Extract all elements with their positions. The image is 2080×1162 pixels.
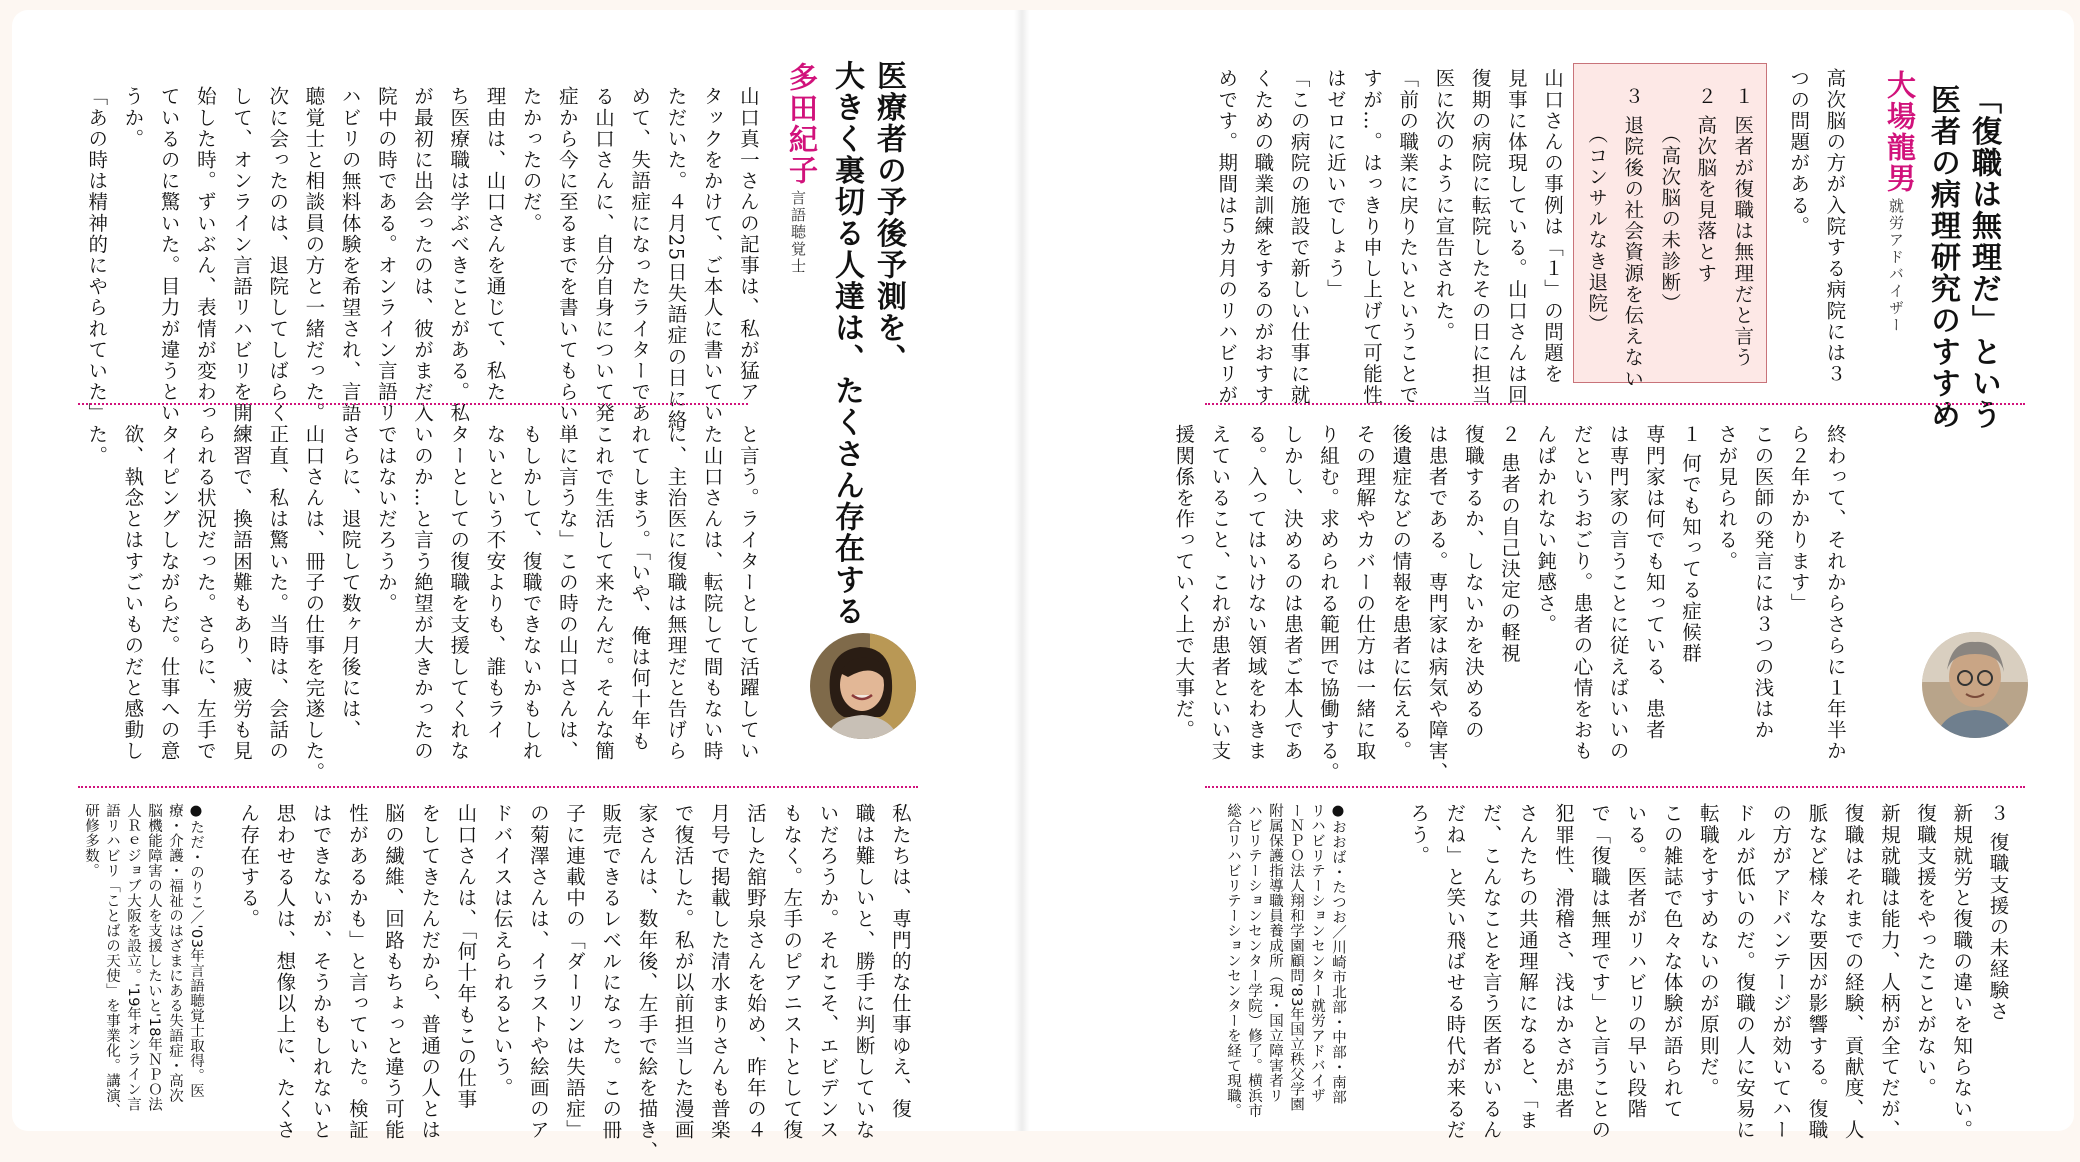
- box-item-3-note: （コンサルなき退院）: [1585, 124, 1609, 335]
- page-gutter: [1014, 10, 1030, 1131]
- left-body-top: 山口真一さんの記事は、私が猛ア タックをかけて、ご本人に書いてい ただいた。４月25日失語症の日に絡 めて、失語症になったライターであ る山口さんに、自分自身について発 症から今に至るまでを書いてもらい たかったのだ。 理由は、山口さんを通じて、私た ち医療職は学ぶべきことがある。私 が最初に出会ったのは、彼がまだ入 院中の時である。オンライン言語リ ハビリの無料体験を希望され、言語 聴覚士と相談員の方と一緒だった。 次に会ったのは、退院してしばらく して、オンライン言語リハビリを開 始した時。ずいぶん、表情が変わっ ているのに驚いた。目力が違うとい うか。 「あの時は精神的にやられていた」: [85, 86, 760, 431]
- tada-portrait-image: [810, 633, 916, 739]
- left-article-title-line2: 大きく裏切る人達は、たくさん存在する: [829, 60, 864, 627]
- left-author-role: 言語聴覚士: [789, 190, 807, 275]
- left-article-title-line1: 医療者の予後予測を、: [871, 60, 906, 375]
- right-body-bottom: ３ 復職支援の未経験さ 新規就労と復職の違いを知らない。 復職支援をやったことがない。 新規就職は能力、人柄が全てだが、 復職はそれまでの経験、貢献度、人 脈など様々な要因が影響する。復職 の方がアドバンテージが効いてハー ドルが低いのだ。復職の人に安易に 転職をすすめないのが原則だ。 この雑誌で色々な体験が語られて いる。医者がリハビリの早い段階 で「復職は無理です」と言うことの 犯罪性、滑稽さ、浅はかさが患者 さんたちの共通理解になると、「ま だ、こんなことを言う医者がいるん だね」と笑い飛ばせる時代が来るだ ろう。: [1407, 803, 2010, 1141]
- right-author-bio: ●おおば・たつお／川崎市北部・中部・南部 リハビリテーションセンター就労アドバイザ ーＮＰＯ法人翔和学園顧問'83年国立秩父学園 附属保護指導職員養成所（現・国立障害者リ ハビリテーションセンター学院）修了。横浜市 総合リハビリテーションセンターを経て現職。: [1225, 803, 1346, 1118]
- right-body-top-a: 高次脳の方が入院する病院には３ つの問題がある。: [1787, 68, 1847, 385]
- box-item-2-note: （高次脳の未診断）: [1658, 124, 1682, 314]
- tada-portrait: [810, 633, 916, 739]
- right-divider-2: [1205, 786, 2025, 788]
- box-item-3: ３ 退院後の社会資源を伝えない: [1621, 86, 1645, 390]
- oba-portrait: [1922, 632, 2028, 738]
- left-body-bottom: 私たちは、専門的な仕事ゆえ、復 職は難しいと、勝手に判断していな いだろうか。それこそ、エビデンス もなく。左手のピアニストとして復 活した舘野泉さんを始め、昨年の４ 月号で掲載した清水まりさんも普楽 で復活した。私が以前担当した漫画 家さんは、数年後、左手で絵を描き、 販売できるレベルになった。この冊 子に連載中の「ダーリンは失語症」 の菊澤さんは、イラストや絵画のア ドバイスは伝えられるという。 山口さんは、「何十年もこの仕事 をしてきたんだから、普通の人とは 脳の繊維、回路もちょっと違う可能 性があるかも」と言っていた。検証 はできないが、そうかもしれないと 思わせる人は、想像以上に、たくさ ん存在する。: [237, 803, 912, 1162]
- left-author-bio: ●ただ・のりこ／'03年言語聴覚士取得。医 療・介護・福祉のはざまにある失語症・高次 脳機能障害の人を支援したいと'18年ＮＰＯ法 人Ｒｅジョブ大阪を設立。'19年オンライン言 語リハビリ「ことばの天使」を事業化。講演、 研修多数。: [83, 803, 204, 1118]
- key-points-box: [1573, 63, 1767, 390]
- left-divider-2: [78, 786, 918, 788]
- box-item-2: ２ 高次脳を見落とす: [1694, 86, 1718, 284]
- left-divider-1: [78, 403, 748, 405]
- right-author-name: 大場龍男: [1883, 70, 1917, 194]
- left-author-name: 多田紀子: [785, 62, 819, 186]
- box-item-1: １ 医者が復職は無理だと言う: [1731, 86, 1755, 369]
- right-article-title-line1: 「復職は無理だ」という: [1966, 84, 2001, 431]
- oba-portrait-image: [1922, 632, 2028, 738]
- right-divider-1: [1205, 403, 2025, 405]
- right-body-top-b: 山口さんの事例は「１」の問題を 見事に体現している。山口さんは回 復期の病院に転院したその日に担当 医に次のように宣告された。 「前の職業に戻りたいということで すが…。はっきり申し上げて可能性 はゼロに近いでしょう」 「この病院の施設で新しい仕事に就 くための職業訓練をするのがおすす めです。期間は５カ月のリハビリが: [1215, 68, 1565, 406]
- right-article-title-line2: 医者の病理研究のすすめ: [1925, 84, 1960, 431]
- right-author-role: 就労アドバイザー: [1887, 198, 1905, 334]
- left-body-middle: と言う。ライターとして活躍してい た山口さんは、転院して間もない時 に、主治医に復職は無理だと告げら れてしまう。「いや、俺は何十年も これで生活して来たんだ。そんな簡 単に言うな」この時の山口さんは、 もしかして、復職できないかもしれ ないという不安よりも、誰もライ ターとしての復職を支援してくれな いのか…と言う絶望が大きかったの ではないだろうか。 さらに、退院して数ヶ月後には、 山口さんは、冊子の仕事を完遂した。 正直、私は驚いた。当時は、会話の 練習で、換語困難もあり、疲労も見 られる状況だった。さらに、左手で タイピングしながらだ。仕事への意 欲、執念とはすごいものだと感動し た。: [85, 424, 760, 783]
- right-body-middle: 終わって、それからさらに１年半か ら２年かかります」 この医師の発言には３つの浅はか さが見られる。 １ 何でも知ってる症候群 専門家は何でも知っている、患者 は専門家の言うことに従えばいいの だというおごり。患者の心情をおも んぱかれない鈍感さ。 ２ 患者の自己決定の軽視 復職するか、しないかを決めるの は患者である。専門家は病気や障害、 後遺症などの情報を患者に伝える。 その理解やカバーの仕方は一緒に取 り組む。求められる範囲で協働する。 しかし、決めるのは患者ご本人であ る。入ってはいけない領域をわきま えていること、これが患者といい支 援関係を作っていく上で大事だ。: [1172, 424, 1847, 783]
